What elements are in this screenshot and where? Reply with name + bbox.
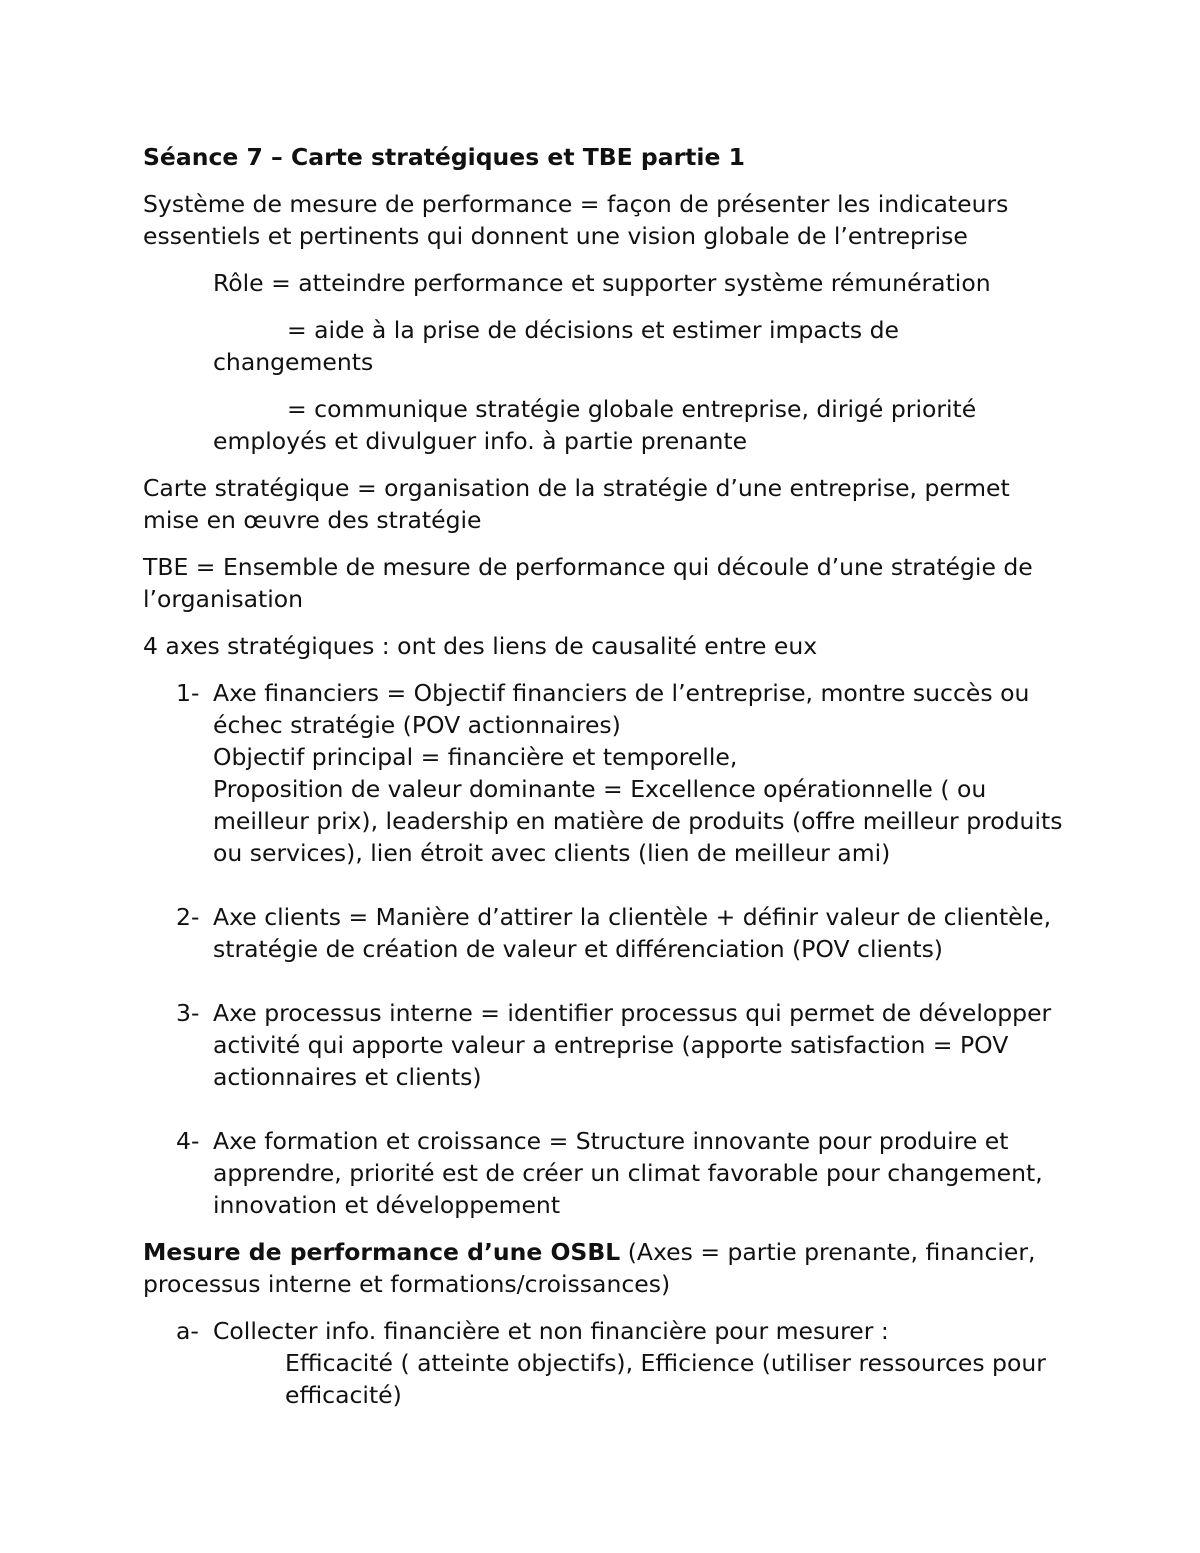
list-number: 4- <box>176 1127 200 1155</box>
list-item <box>143 1125 1073 1221</box>
axes-list <box>143 677 1073 1221</box>
document-page <box>143 141 1073 1426</box>
list-text: Proposition de valeur dominante = Excellence opérationnelle ( ou meilleur prix), leadership en matière de produits (offre meilleur produits ou services), lien étroit avec clients (lien de meilleur ami) <box>213 775 1063 867</box>
list-text: Axe processus interne = identifier processus qui permet de développer activité qui apporte valeur a entreprise (apporte satisfaction = POV actionnaires et clients) <box>213 999 1052 1091</box>
role-line-2-cont: changements <box>213 348 374 376</box>
list-text: Axe clients = Manière d’attirer la clientèle + définir valeur de clientèle, stratégie de création de valeur et différenciation (POV clients) <box>213 903 1052 963</box>
list-letter: a- <box>176 1317 199 1345</box>
list-item <box>143 901 1073 965</box>
list-text: Axe formation et croissance = Structure innovante pour produire et apprendre, priorité est de créer un climat favorable pour changement, innovation et développement <box>213 1127 1043 1219</box>
role-line-2-first: = aide à la prise de décisions et estimer impacts de <box>287 316 899 344</box>
list-item <box>143 1315 1073 1411</box>
list-item <box>143 997 1073 1093</box>
carte-paragraph: Carte stratégique = organisation de la stratégie d’une entreprise, permet mise en œuvre des stratégie <box>143 474 1010 534</box>
document-title: Séance 7 – Carte stratégiques et TBE partie 1 <box>143 143 745 171</box>
osbl-text: (Axes = partie prenante, financier, processus interne et formations/croissances) <box>143 1238 1036 1298</box>
role-line-1: Rôle = atteindre performance et supporter système rémunération <box>213 269 991 297</box>
list-text: Objectif principal = financière et temporelle, <box>213 743 738 771</box>
osbl-paragraph <box>143 1236 1073 1300</box>
list-number: 1- <box>176 679 200 707</box>
list-number: 3- <box>176 999 200 1027</box>
role-line-3 <box>143 393 1073 457</box>
role-line-2 <box>143 314 1073 378</box>
list-text: Axe financiers = Objectif financiers de l’entreprise, montre succès ou échec stratégie (POV actionnaires) <box>213 679 1030 739</box>
axes-intro: 4 axes stratégiques : ont des liens de causalité entre eux <box>143 632 818 660</box>
list-text: Collecter info. financière et non financière pour mesurer : <box>213 1317 889 1345</box>
tbe-paragraph: TBE = Ensemble de mesure de performance qui découle d’une stratégie de l’organisation <box>143 553 1033 613</box>
osbl-heading: Mesure de performance d’une OSBL <box>143 1238 621 1266</box>
osbl-list <box>143 1315 1073 1411</box>
role-line-3-cont: employés et divulguer info. à partie prenante <box>213 427 748 455</box>
intro-paragraph: Système de mesure de performance = façon de présenter les indicateurs essentiels et pertinents qui donnent une vision globale de l’entreprise <box>143 190 1009 250</box>
list-number: 2- <box>176 903 200 931</box>
list-item <box>143 677 1073 869</box>
list-subtext: Efficacité ( atteinte objectifs), Efficience (utiliser ressources pour efficacité) <box>285 1349 1046 1409</box>
role-line-3-first: = communique stratégie globale entreprise, dirigé priorité <box>287 395 977 423</box>
